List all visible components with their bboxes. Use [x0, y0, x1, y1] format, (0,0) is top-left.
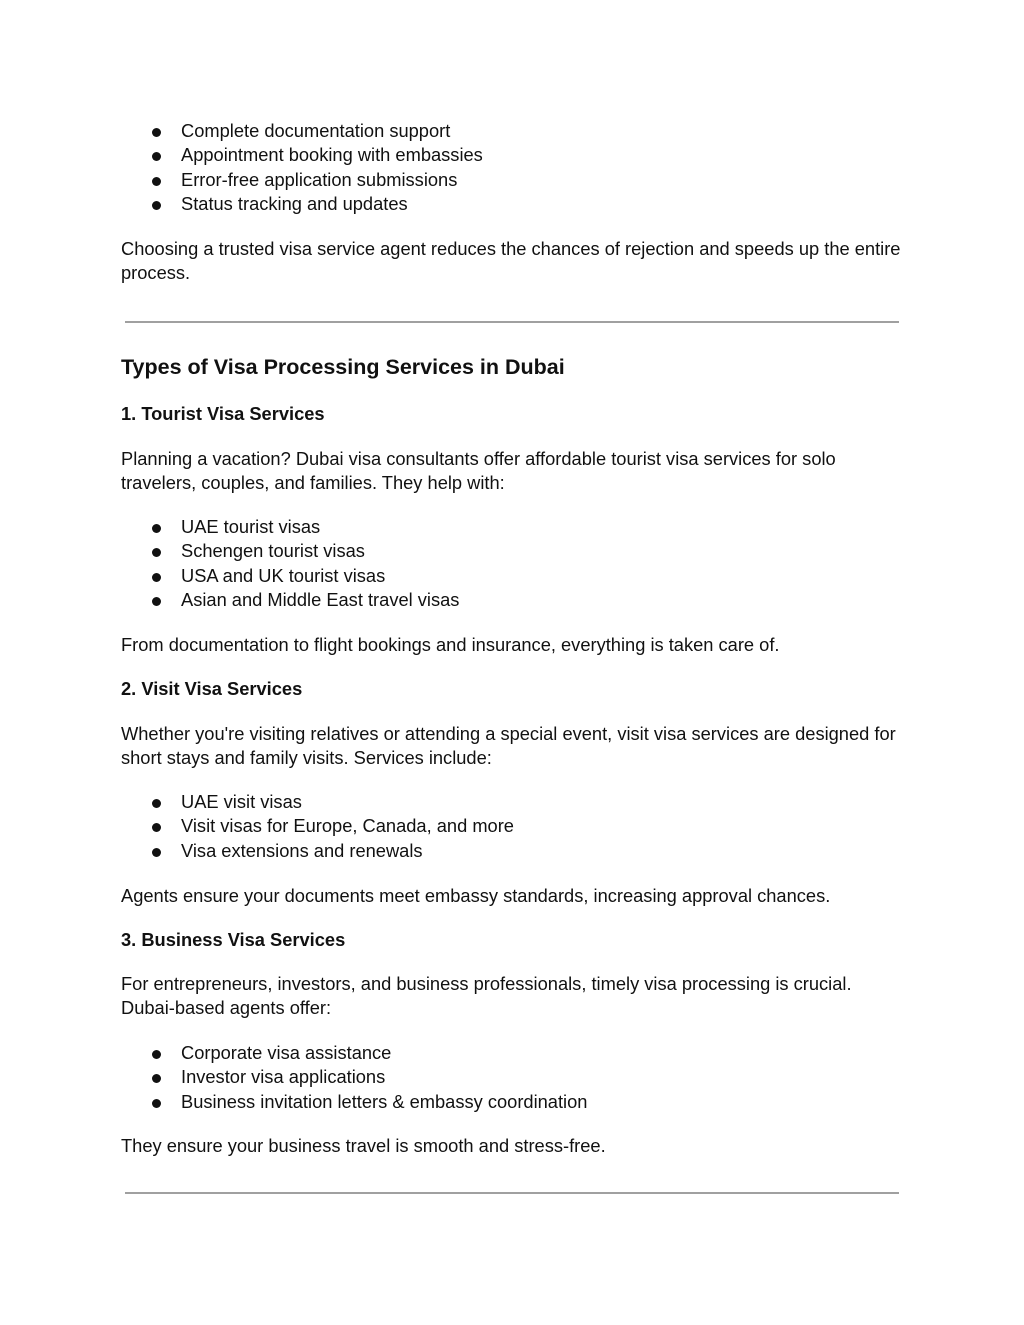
list-item: USA and UK tourist visas [121, 564, 459, 588]
business-list [121, 1041, 587, 1114]
list-item: Schengen tourist visas [121, 539, 459, 563]
visit-list [121, 790, 514, 863]
list-item: Visa extensions and renewals [121, 839, 514, 863]
list-item: Error-free application submissions [121, 168, 483, 192]
visit-heading: 2. Visit Visa Services [121, 678, 303, 699]
business-heading: 3. Business Visa Services [121, 929, 346, 950]
bullet-icon [152, 201, 161, 210]
section-divider [125, 321, 899, 323]
visit-outro: Agents ensure your documents meet embassy standards, increasing approval chances. [121, 885, 831, 906]
bullet-icon [152, 848, 161, 857]
list-item: Asian and Middle East travel visas [121, 588, 459, 612]
list-item: UAE tourist visas [121, 515, 459, 539]
list-item: Business invitation letters & embassy coordination [121, 1090, 587, 1114]
bullet-icon [152, 177, 161, 186]
business-intro: For entrepreneurs, investors, and business professionals, timely visa processing is crucial. Dubai-based agents offer: [121, 973, 852, 1019]
bullet-icon [152, 597, 161, 606]
list-item: Appointment booking with embassies [121, 143, 483, 167]
intro-list [121, 119, 483, 217]
list-item: UAE visit visas [121, 790, 514, 814]
list-item: Complete documentation support [121, 119, 483, 143]
visit-intro: Whether you're visiting relatives or attending a special event, visit visa services are designed for short stays and family visits. Services include: [121, 723, 896, 769]
list-item: Status tracking and updates [121, 192, 483, 216]
tourist-intro: Planning a vacation? Dubai visa consultants offer affordable tourist visa services for solo travelers, couples, and families. They help with: [121, 448, 836, 494]
tourist-list [121, 515, 459, 613]
list-item: Investor visa applications [121, 1065, 587, 1089]
section-divider [125, 1192, 899, 1194]
bullet-icon [152, 799, 161, 808]
bullet-icon [152, 1099, 161, 1108]
list-item: Visit visas for Europe, Canada, and more [121, 814, 514, 838]
bullet-icon [152, 524, 161, 533]
bullet-icon [152, 573, 161, 582]
business-outro: They ensure your business travel is smooth and stress-free. [121, 1135, 606, 1156]
section-heading: Types of Visa Processing Services in Dubai [121, 355, 565, 379]
tourist-heading: 1. Tourist Visa Services [121, 403, 325, 424]
bullet-icon [152, 548, 161, 557]
bullet-icon [152, 1074, 161, 1083]
bullet-icon [152, 128, 161, 137]
intro-paragraph: Choosing a trusted visa service agent reduces the chances of rejection and speeds up the entire process. [121, 238, 901, 284]
bullet-icon [152, 1050, 161, 1059]
list-item: Corporate visa assistance [121, 1041, 587, 1065]
tourist-outro: From documentation to flight bookings and insurance, everything is taken care of. [121, 634, 780, 655]
bullet-icon [152, 152, 161, 161]
bullet-icon [152, 823, 161, 832]
